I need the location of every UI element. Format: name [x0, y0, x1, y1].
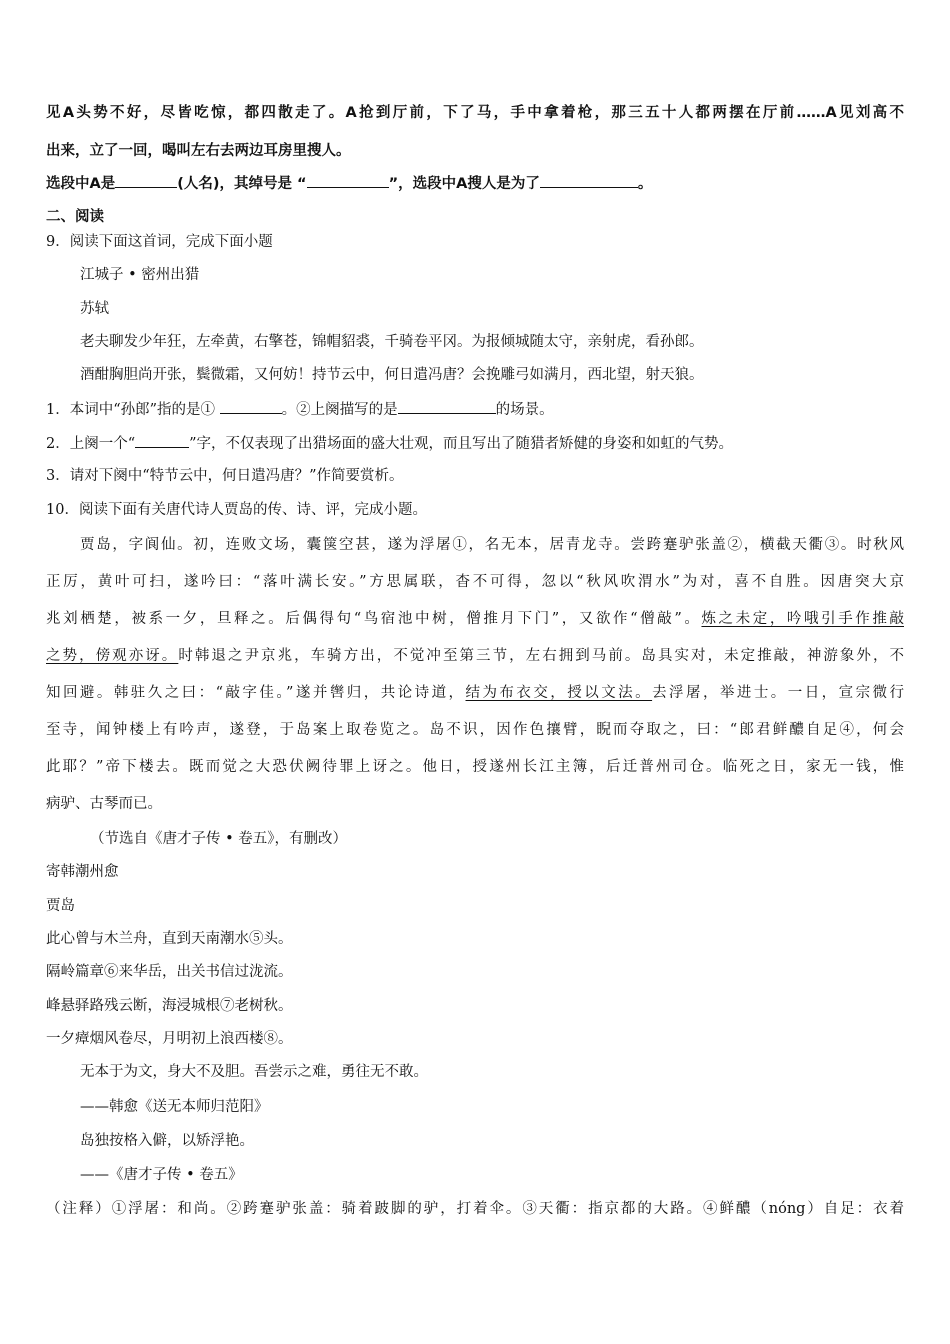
answer-blank[interactable]: [220, 399, 282, 414]
underlined-sentence: 炼之未定，吟哦引手作推敲: [701, 611, 904, 627]
q8-text-line-1: 见A头势不好，尽皆吃惊，都四散走了。A抢到厅前，下了马，手中拿着枪，那三五十人都两摆在厅前……A见刘高不: [46, 105, 904, 121]
answer-blank[interactable]: [398, 399, 496, 414]
q9-subquestion-2: [46, 433, 733, 454]
q10-passage-line: 病驴、古琴而已。: [46, 796, 162, 812]
passage-text: 兆刘栖楚，被系一夕，旦释之。后偶得句“鸟宿池中树，僧推月下门”，又欲作“僧敲”。: [46, 611, 702, 627]
answer-blank[interactable]: [540, 173, 638, 188]
q9-sub1-part: 的场景。: [495, 402, 554, 418]
section-heading: 二、阅读: [46, 209, 104, 225]
q9-prompt: 9．阅读下面这首词，完成下面小题: [46, 234, 273, 250]
q10-comment: 岛独按格入僻，以矫浮艳。: [80, 1133, 254, 1149]
q8-question: [46, 173, 652, 194]
q9-subquestion-3: 3．请对下阕中“特节云中，何日遣冯唐？”作简要赏析。: [46, 468, 404, 484]
q10-notes: （注释）①浮屠：和尚。②跨蹇驴张盖：骑着跛脚的驴，打着伞。③天衢：指京都的大路。④鲜醲（nóng）自足：衣着: [46, 1201, 904, 1217]
q10-passage-line: [46, 609, 904, 629]
q8-question-part: (人名)，其绰号是 “: [177, 176, 307, 192]
q10-prompt: 10．阅读下面有关唐代诗人贾岛的传、诗、评，完成小题。: [46, 502, 427, 518]
q8-text-line-2: 出来，立了一回，喝叫左右去两边耳房里搜人。: [46, 143, 351, 159]
q10-poem-line: 隔岭篇章⑥来华岳，出关书信过泷流。: [46, 964, 293, 980]
q10-passage-line: [46, 646, 904, 666]
answer-blank[interactable]: [135, 433, 189, 448]
answer-blank[interactable]: [307, 173, 389, 188]
q10-passage-line: 正厉，黄叶可扫，遂吟曰：“落叶满长安。”方思属联，杳不可得，忽以“秋风吹渭水”为对，喜不自胜。因唐突大京: [46, 574, 904, 590]
q8-question-part: 。: [637, 176, 653, 192]
q10-comment: 无本于为文，身大不及胆。吾尝示之难，勇往无不敢。: [80, 1064, 428, 1080]
q9-poem-line: 酒酣胸胆尚开张，鬓微霜，又何妨！持节云中，何日遣冯唐？会挽雕弓如满月，西北望，射天狼。: [80, 367, 704, 383]
q9-sub1-part: 。②上阕描写的是: [281, 402, 398, 418]
q9-sub2-part: 2．上阕一个“: [46, 436, 136, 452]
passage-text: 去浮屠，举进士。一日，宣宗微行: [652, 685, 905, 701]
passage-text: 知回避。韩驻久之曰：“敲字佳。”遂并辔归，共论诗道，: [46, 685, 466, 701]
passage-text: 时韩退之尹京兆，车骑方出，不觉冲至第三节，左右拥到马前。岛具实对，未定推敲，神游象外，不: [178, 648, 905, 664]
q9-sub1-part: 1．本词中“孙郎”指的是①: [46, 402, 216, 418]
q8-question-part: 选段中A是: [46, 176, 116, 192]
q9-poem-author: 苏轼: [80, 301, 109, 317]
q10-poem-line: 此心曾与木兰舟，直到天南潮水⑤头。: [46, 931, 293, 947]
q9-sub2-part: ”字，不仅表现了出猎场面的盛大壮观，而且写出了随猎者矫健的身姿和如虹的气势。: [189, 436, 734, 452]
q10-passage-line: 贾岛，字阆仙。初，连败文场，囊箧空甚，遂为浮屠①，名无本，居青龙寺。尝跨蹇驴张盖②，横截天衢③。时秋风: [80, 537, 904, 553]
q10-poem-author: 贾岛: [46, 898, 75, 914]
q9-subquestion-1: [46, 399, 554, 420]
q10-comment-source: ——《唐才子传 • 卷五》: [80, 1167, 243, 1183]
q9-poem-title: 江城子 • 密州出猎: [80, 267, 200, 283]
answer-blank[interactable]: [115, 173, 177, 188]
q10-comment-source: ——韩愈《送无本师归范阳》: [80, 1099, 269, 1115]
q10-passage-line: [46, 683, 904, 703]
q8-question-part: ”，选段中A搜人是为了: [388, 176, 540, 192]
q10-poem-line: 一夕瘴烟风卷尽，月明初上浪西楼⑧。: [46, 1031, 293, 1047]
q10-source: （节选自《唐才子传 • 卷五》，有删改）: [90, 831, 348, 847]
q10-poem-line: 峰悬驿路残云断，海浸城根⑦老树秋。: [46, 998, 293, 1014]
q9-poem-line: 老夫聊发少年狂，左牵黄，右擎苍，锦帽貂裘，千骑卷平冈。为报倾城随太守，亲射虎，看孙郎。: [80, 334, 704, 350]
q10-passage-line: 此耶？”帝下楼去。既而觉之大恐伏阙待罪上讶之。他日，授遂州长江主簿，后迁普州司仓。临死之日，家无一钱，惟: [46, 759, 904, 775]
underlined-sentence: 之势，傍观亦讶。: [46, 648, 179, 664]
underlined-sentence: 结为布衣交，授以文法。: [465, 685, 653, 701]
q10-passage-line: 至寺，闻钟楼上有吟声，遂登，于岛案上取卷览之。岛不识，因作色攘臂，睨而夺取之，曰：“郎君鲜醲自足④，何会: [46, 722, 904, 738]
q10-poem-title: 寄韩潮州愈: [46, 864, 119, 880]
